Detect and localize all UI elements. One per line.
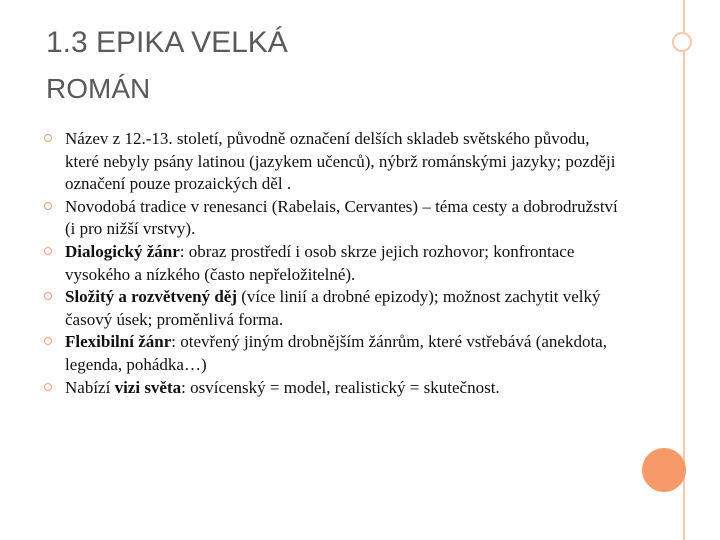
bullet-item [44, 241, 624, 286]
bullet-item [44, 128, 624, 196]
bullet-item [44, 196, 624, 241]
bullet-circle-icon [44, 134, 52, 142]
decorative-circle-outline-icon [672, 32, 692, 52]
bullet-text: Název z 12.-13. století, původně označení delších skladeb světského původu, které nebyly psány latinou (jazykem učenců), nýbrž románskými jazyky; později označení pouze prozaických děl . [65, 129, 616, 194]
bullet-circle-icon [44, 202, 52, 210]
bullet-bold-term: Složitý a rozvětvený děj [65, 287, 238, 307]
bullet-bold-term: Flexibilní žánr [65, 332, 172, 352]
bullet-circle-icon [44, 292, 52, 300]
bullet-text: : osvícenský = model, realistický = skutečnost. [181, 377, 500, 397]
bullet-text: : otevřený jiným drobnějším žánrům, které vstřebává (anekdota, legenda, pohádka…) [65, 332, 607, 374]
bullet-text: (více linií a drobné epizody); možnost zachytit velký časový úsek; proměnlivá forma. [65, 287, 601, 329]
bullet-circle-icon [44, 337, 52, 345]
bullet-text-before: Nabízí [65, 377, 115, 397]
bullet-text: : obraz prostředí i osob skrze jejich rozhovor; konfrontace vysokého a nízkého (často nepřeložitelné). [65, 241, 575, 284]
bullet-circle-icon [44, 383, 52, 391]
slide-title: 1.3 EPIKA VELKÁ [46, 26, 288, 59]
bullet-item [44, 331, 624, 376]
decorative-circle-filled-icon [642, 448, 686, 492]
bullet-circle-icon [44, 247, 52, 255]
bullet-bold-term: Dialogický žánr [65, 241, 180, 261]
bullet-text: Novodobá tradice v renesanci (Rabelais, Cervantes) – téma cesty a dobrodružství (i pro nižší vrstvy). [65, 196, 618, 239]
slide-subtitle: ROMÁN [46, 73, 151, 104]
bullet-bold-term: vizi světa [114, 377, 182, 397]
bullet-list [44, 128, 624, 399]
bullet-item [44, 286, 624, 331]
bullet-item [44, 377, 624, 400]
